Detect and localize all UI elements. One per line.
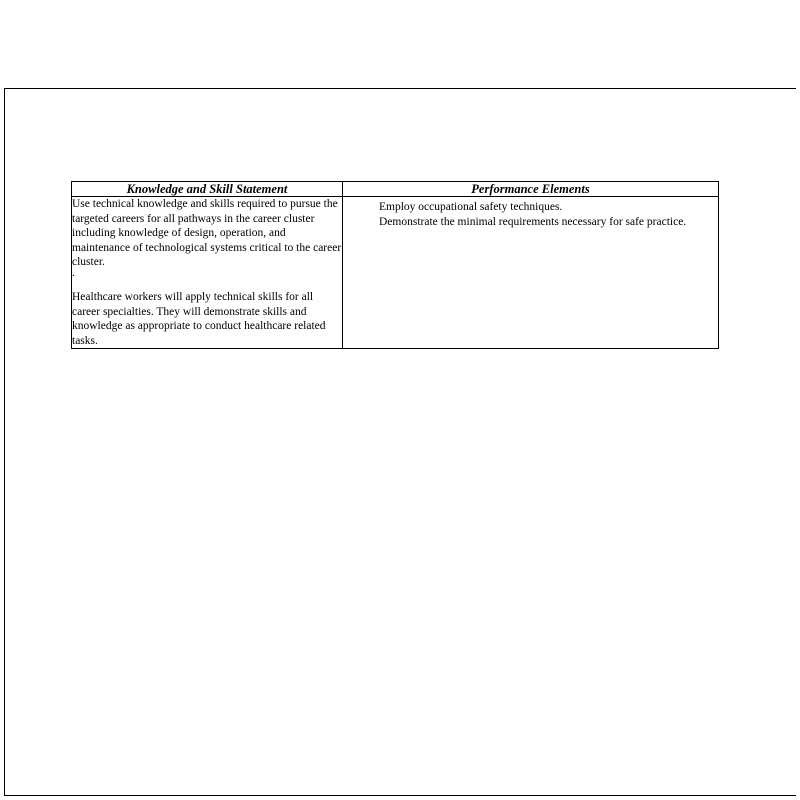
document-sheet — [4, 88, 796, 796]
paragraph-mark: . — [72, 266, 75, 279]
cell-knowledge-and-skill — [72, 197, 343, 349]
column-header-knowledge-and-skill-statement: Knowledge and Skill Statement — [72, 182, 343, 197]
cell-performance-elements — [343, 197, 719, 349]
performance-element-2: Demonstrate the minimal requirements necessary for safe practice. — [379, 215, 687, 228]
table-row — [72, 197, 719, 349]
column-header-performance-elements: Performance Elements — [343, 182, 719, 197]
performance-element-1: Employ occupational safety techniques. — [379, 201, 563, 213]
knowledge-skill-table — [71, 181, 719, 349]
knowledge-statement-paragraph-1: Use technical knowledge and skills required to pursue the targeted careers for all pathways in the career cluster including knowledge of design, operation, and maintenance of technological systems critical to the career cluster. — [72, 198, 342, 268]
knowledge-skill-table-container — [71, 181, 716, 349]
knowledge-statement-paragraph-2: Healthcare workers will apply technical skills for all career specialties. They will demonstrate skills and knowledge as appropriate to conduct healthcare related tasks. — [72, 291, 326, 347]
table-header-row — [72, 182, 719, 197]
paragraph-spacer — [72, 276, 342, 291]
